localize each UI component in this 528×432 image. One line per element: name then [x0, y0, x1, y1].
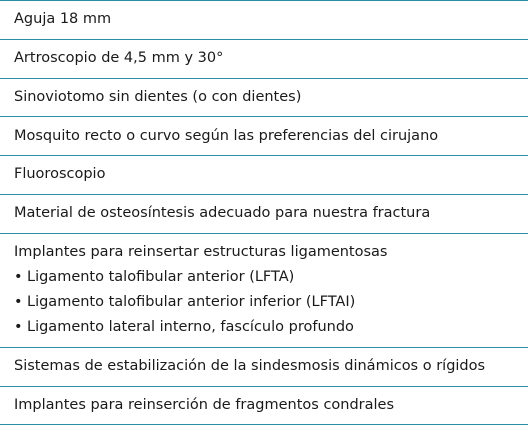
table-row — [0, 40, 528, 79]
row-text: Fluoroscopio — [14, 166, 106, 183]
table-row — [0, 117, 528, 156]
list-item-text: Ligamento talofibular anterior inferior (LFTAI) — [27, 294, 356, 311]
row-text: Sinoviotomo sin dientes (o con dientes) — [14, 88, 302, 105]
row-text: Sistemas de estabilización de la sindesmosis dinámicos o rígidos — [14, 357, 486, 374]
bullet: • — [14, 294, 23, 311]
row-text: Mosquito recto o curvo según las preferencias del cirujano — [14, 127, 439, 144]
table-row — [0, 195, 528, 234]
table-row — [0, 79, 528, 118]
row-text: Implantes para reinsertar estructuras ligamentosas — [14, 244, 388, 261]
bullet: • — [14, 319, 23, 336]
list-item — [14, 265, 355, 290]
row-text: Material de osteosíntesis adecuado para nuestra fractura — [14, 205, 431, 222]
table-row — [0, 387, 528, 426]
row-text: Implantes para reinserción de fragmentos condrales — [14, 396, 395, 413]
row-text: Artroscopio de 4,5 mm y 30° — [14, 50, 224, 66]
table-row — [0, 156, 528, 195]
list-item — [14, 290, 355, 315]
list-item — [14, 315, 355, 340]
table-row — [0, 1, 528, 40]
list-item-text: Ligamento talofibular anterior (LFTA) — [27, 269, 295, 286]
list-item-text: Ligamento lateral interno, fascículo profundo — [27, 319, 354, 336]
ligament-list — [14, 265, 355, 340]
table-row-implants — [0, 234, 528, 348]
table-row — [0, 348, 528, 387]
bullet: • — [14, 269, 23, 286]
row-text: Aguja 18 mm — [14, 11, 112, 28]
